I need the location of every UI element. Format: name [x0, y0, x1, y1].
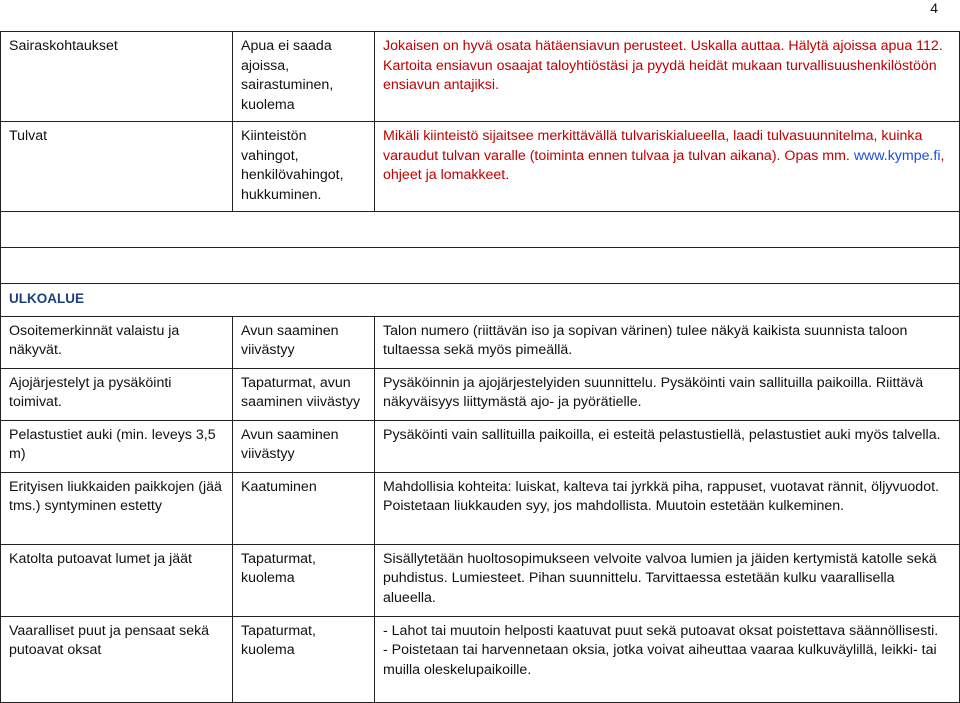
- highlighted-text-tail: , ohjeet ja lomakkeet.: [383, 147, 945, 183]
- highlighted-text: Mikäli kiinteistö sijaitsee merkittävällä tulvariskialueella, laadi tulvasuunnitelma, kuinka varaudut tulvan varalle (toiminta ennen tulvaa ja tulvan aikana). Opas mm.: [383, 128, 923, 164]
- table-row: [1, 420, 960, 472]
- consequence-cell: Kaatuminen: [233, 472, 375, 544]
- risk-cell: Tulvat: [1, 122, 233, 212]
- risk-cell: Pelastustiet auki (min. leveys 3,5 m): [1, 420, 233, 472]
- measure-cell: [375, 32, 960, 122]
- consequence-cell: Avun saaminen viivästyy: [233, 420, 375, 472]
- empty-cell: [1, 212, 960, 248]
- empty-row: [1, 212, 960, 248]
- table-row: [1, 122, 960, 212]
- risk-cell: Vaaralliset puut ja pensaat sekä putoavat oksat: [1, 616, 233, 702]
- measure-line: - Poistetaan tai harvennetaan oksia, jotka voivat aiheuttaa vaaraa kulkuväylillä, leikki- tai muilla oleskelupaikoille.: [383, 642, 937, 678]
- kympe-link[interactable]: www.kympe.fi: [853, 147, 941, 164]
- risk-cell: Sairaskohtaukset: [1, 32, 233, 122]
- measure-cell: Pysäköinnin ja ajojärjestelyiden suunnittelu. Pysäköinti vain sallituilla paikoilla. Riittävä näkyväisyys liittymästä ajo- ja pyörätielle.: [375, 368, 960, 420]
- risk-table: [0, 31, 960, 703]
- table-row: [1, 32, 960, 122]
- measure-line: - Lahot tai muutoin helposti kaatuvat puut sekä putoavat oksat poistettava säännöllisesti.: [383, 622, 939, 639]
- table-row: [1, 472, 960, 544]
- consequence-cell: Tapaturmat, kuolema: [233, 616, 375, 702]
- table-row: [1, 316, 960, 368]
- consequence-cell: Tapaturmat, kuolema: [233, 544, 375, 616]
- table-row: [1, 616, 960, 702]
- measure-cell: Talon numero (riittävän iso ja sopivan värinen) tulee näkyä kaikista suunnista taloon tultaessa sekä myös pimeällä.: [375, 316, 960, 368]
- section-title: ULKOALUE: [1, 284, 960, 317]
- measure-cell: [375, 616, 960, 702]
- page-number: 4: [930, 0, 938, 16]
- risk-cell: Erityisen liukkaiden paikkojen (jää tms.) syntyminen estetty: [1, 472, 233, 544]
- risk-cell: Osoitemerkinnät valaistu ja näkyvät.: [1, 316, 233, 368]
- measure-cell: Pysäköinti vain sallituilla paikoilla, ei esteitä pelastustiellä, pelastustiet auki myös talvella.: [375, 420, 960, 472]
- empty-row: [1, 248, 960, 284]
- consequence-cell: Kiinteistön vahingot, henkilövahingot, hukkuminen.: [233, 122, 375, 212]
- empty-cell: [1, 248, 960, 284]
- consequence-cell: Apua ei saada ajoissa, sairastuminen, kuolema: [233, 32, 375, 122]
- consequence-cell: Tapaturmat, avun saaminen viivästyy: [233, 368, 375, 420]
- measure-cell: Mahdollisia kohteita: luiskat, kalteva tai jyrkkä piha, rappuset, vuotavat rännit, öljyvuodot. Poistetaan liukkauden syy, jos mahdollista. Muutoin estetään kulkeminen.: [375, 472, 960, 544]
- table-row: [1, 368, 960, 420]
- risk-cell: Katolta putoavat lumet ja jäät: [1, 544, 233, 616]
- measure-cell: [375, 122, 960, 212]
- table-row: [1, 544, 960, 616]
- risk-cell: Ajojärjestelyt ja pysäköinti toimivat.: [1, 368, 233, 420]
- highlighted-text: Jokaisen on hyvä osata hätäensiavun perusteet. Uskalla auttaa. Hälytä ajoissa apua 112. Kartoita ensiavun osaajat taloyhtiöstäsi ja pyydä heidät mukaan turvallisuushenkilöstöön ensiavun antajiksi.: [383, 38, 943, 93]
- section-row: [1, 284, 960, 317]
- consequence-cell: Avun saaminen viivästyy: [233, 316, 375, 368]
- measure-cell: Sisällytetään huoltosopimukseen velvoite valvoa lumien ja jäiden kertymistä katolle sekä puhdistus. Lumiesteet. Pihan suunnittelu. Tarvittaessa estetään kulku vaarallisella alueella.: [375, 544, 960, 616]
